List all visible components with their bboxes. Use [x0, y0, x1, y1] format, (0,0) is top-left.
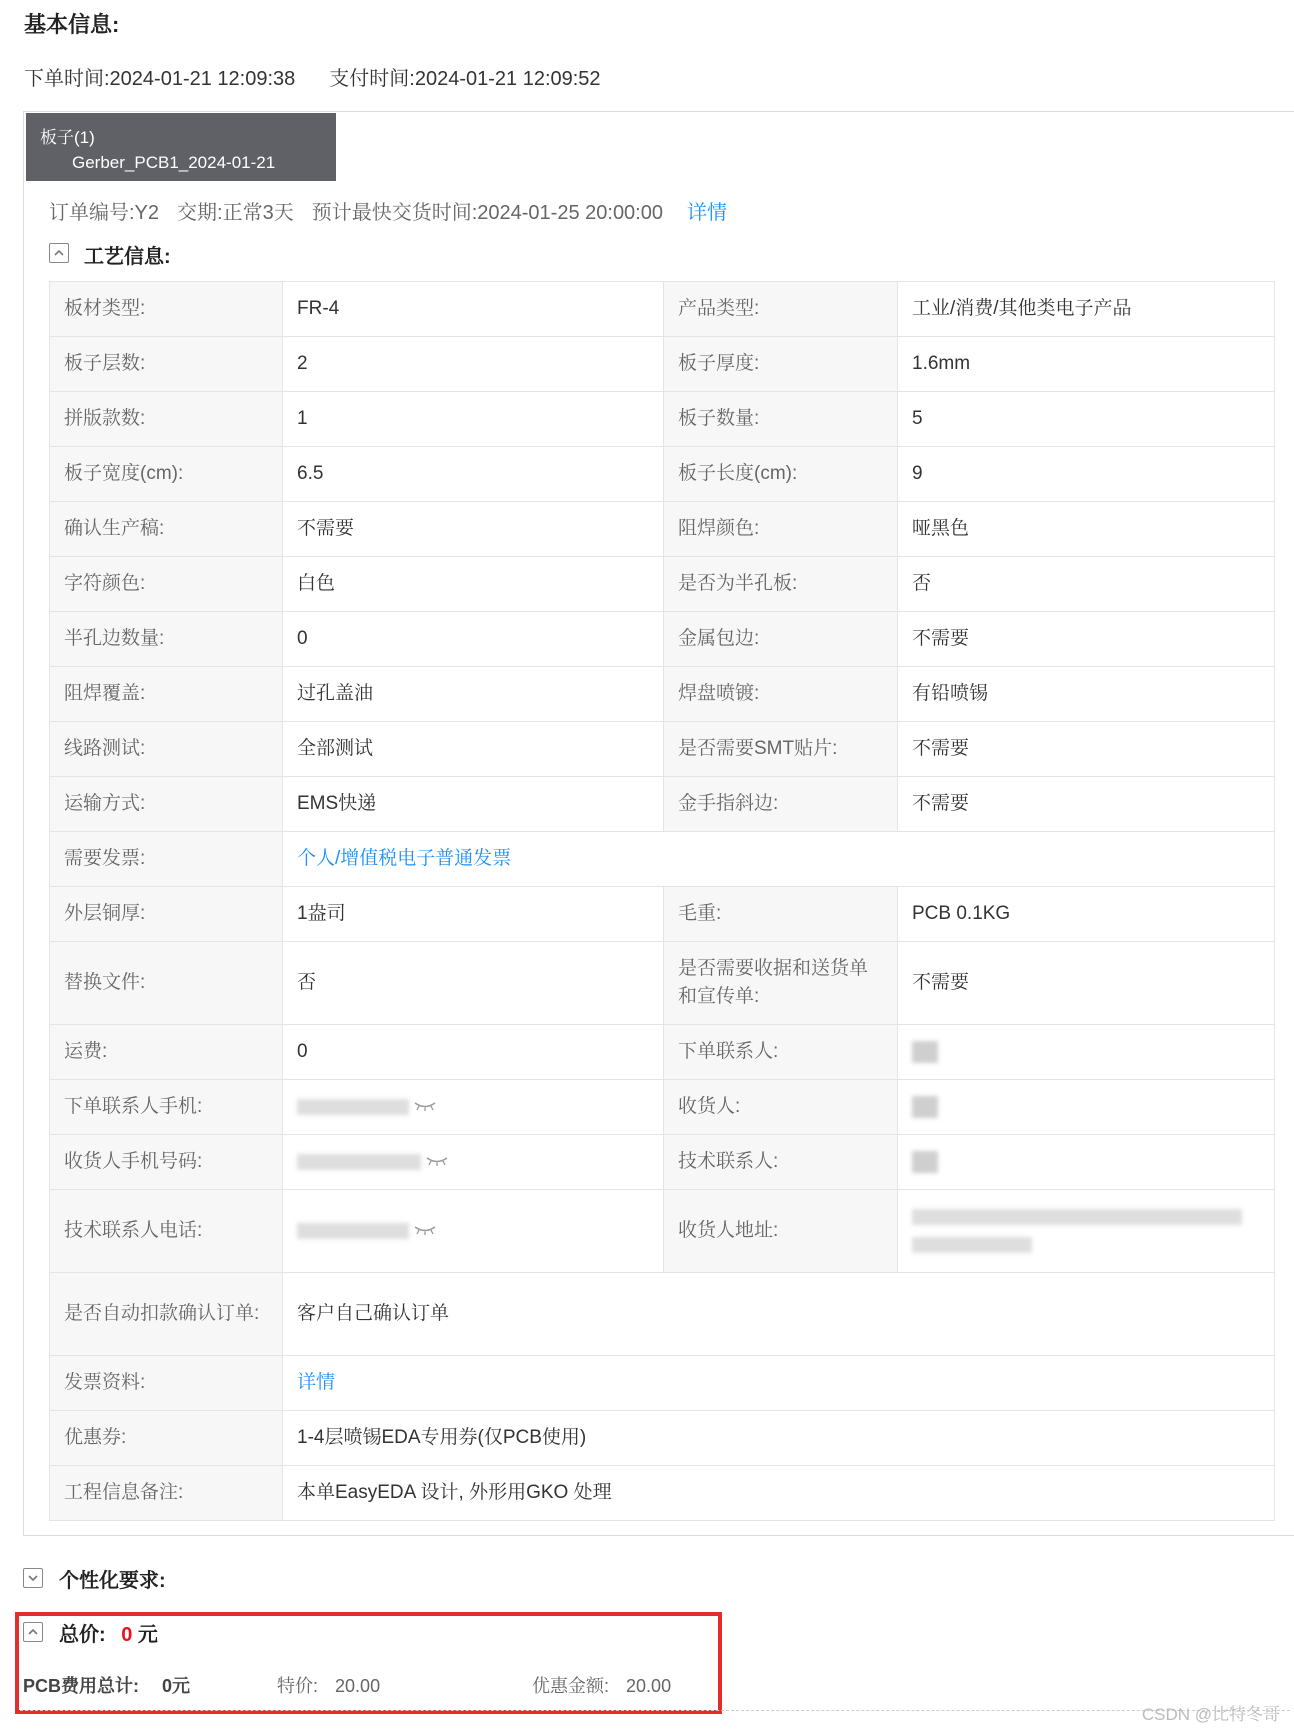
- tech-contact-key: 技术联系人:: [664, 1135, 898, 1190]
- invoice-info-key: 发票资料:: [50, 1356, 283, 1411]
- redacted-block: [297, 1223, 409, 1239]
- pay-time: 支付时间:2024-01-21 12:09:52: [329, 68, 601, 90]
- replace-key: 替换文件:: [50, 942, 283, 1025]
- spec-value: 白色: [283, 557, 664, 612]
- watermark: CSDN @比特冬哥: [1141, 1705, 1280, 1724]
- redacted-block: [912, 1096, 938, 1118]
- weight-value: PCB 0.1KG: [898, 887, 1275, 942]
- order-time: 下单时间:2024-01-21 12:09:38: [24, 68, 296, 90]
- spec-value: 9: [898, 447, 1275, 502]
- spec-value: 不需要: [283, 502, 664, 557]
- tech-phone-key: 技术联系人电话:: [50, 1190, 283, 1273]
- spec-key: 是否为半孔板:: [664, 557, 898, 612]
- spec-value: FR-4: [283, 282, 664, 337]
- board-tab[interactable]: [26, 113, 336, 181]
- table-row: [50, 887, 1275, 942]
- table-row: [50, 502, 1275, 557]
- eye-closed-icon[interactable]: [425, 1148, 449, 1176]
- invoice-key: 需要发票:: [50, 832, 283, 887]
- auto-pay-value: 客户自己确认订单: [283, 1273, 1275, 1356]
- spec-value: 哑黑色: [898, 502, 1275, 557]
- spec-value: 过孔盖油: [283, 667, 664, 722]
- process-info-title: 工艺信息:: [84, 246, 171, 268]
- spec-value: 工业/消费/其他类电子产品: [898, 282, 1275, 337]
- divider: [20, 1710, 1290, 1711]
- spec-key: 阻焊覆盖:: [50, 667, 283, 722]
- special-price: [277, 1672, 380, 1698]
- contact-phone-redacted: [283, 1080, 664, 1135]
- redacted-block: [912, 1041, 938, 1063]
- redacted-block: [912, 1237, 1032, 1253]
- table-row: [50, 667, 1275, 722]
- spec-key: 板子宽度(cm):: [50, 447, 283, 502]
- table-row: [50, 612, 1275, 667]
- spec-value: 1: [283, 392, 664, 447]
- table-row: [50, 392, 1275, 447]
- eye-closed-icon[interactable]: [413, 1093, 437, 1121]
- table-row: [50, 1356, 1275, 1411]
- pcb-total: [23, 1672, 190, 1698]
- copper-value: 1盎司: [283, 887, 664, 942]
- custom-requirements-title: 个性化要求:: [59, 1570, 166, 1592]
- table-row: [50, 282, 1275, 337]
- spec-key: 运输方式:: [50, 777, 283, 832]
- invoice-type-link[interactable]: 个人/增值税电子普通发票: [283, 832, 1275, 887]
- eye-closed-icon[interactable]: [413, 1217, 437, 1245]
- table-row: [50, 557, 1275, 612]
- replace-value: 否: [283, 942, 664, 1025]
- spec-key: 产品类型:: [664, 282, 898, 337]
- collapse-up-icon[interactable]: [49, 243, 69, 263]
- redacted-block: [297, 1099, 409, 1115]
- redacted-block: [297, 1154, 421, 1170]
- remark-value: 本单EasyEDA 设计, 外形用GKO 处理: [283, 1466, 1275, 1521]
- receiver-phone-key: 收货人手机号码:: [50, 1135, 283, 1190]
- special-price-label: 特价:: [277, 1676, 319, 1696]
- spec-value: 有铅喷锡: [898, 667, 1275, 722]
- detail-link[interactable]: 详情: [687, 202, 727, 224]
- freight-value: 0: [283, 1025, 664, 1080]
- receiver-key: 收货人:: [664, 1080, 898, 1135]
- tech-phone-redacted: [283, 1190, 664, 1273]
- order-times: [24, 62, 601, 91]
- spec-key: 焊盘喷镀:: [664, 667, 898, 722]
- coupon-value: 1-4层喷锡EDA专用券(仅PCB使用): [283, 1411, 1275, 1466]
- basic-info-title: 基本信息:: [24, 12, 120, 37]
- spec-value: EMS快递: [283, 777, 664, 832]
- spec-value: 5: [898, 392, 1275, 447]
- collapse-up-icon[interactable]: [23, 1622, 43, 1642]
- coupon-key: 优惠券:: [50, 1411, 283, 1466]
- board-tab-title: 板子(1): [40, 128, 95, 147]
- table-row: [50, 337, 1275, 392]
- delivery-term: 交期:正常3天: [177, 202, 294, 224]
- copper-key: 外层铜厚:: [50, 887, 283, 942]
- address-key: 收货人地址:: [664, 1190, 898, 1273]
- contact-key: 下单联系人:: [664, 1025, 898, 1080]
- total-price-amount: 0: [121, 1624, 133, 1646]
- spec-key: 确认生产稿:: [50, 502, 283, 557]
- spec-value: 1.6mm: [898, 337, 1275, 392]
- receipt-value: 不需要: [898, 942, 1275, 1025]
- spec-key: 板子长度(cm):: [664, 447, 898, 502]
- spec-key: 板材类型:: [50, 282, 283, 337]
- spec-key: 拼版款数:: [50, 392, 283, 447]
- weight-key: 毛重:: [664, 887, 898, 942]
- special-price-value: 20.00: [335, 1676, 381, 1696]
- spec-key: 金属包边:: [664, 612, 898, 667]
- redacted-block: [912, 1151, 938, 1173]
- receiver-value-redacted: [898, 1080, 1275, 1135]
- spec-key: 板子数量:: [664, 392, 898, 447]
- receiver-phone-redacted: [283, 1135, 664, 1190]
- table-row: [50, 1411, 1275, 1466]
- remark-key: 工程信息备注:: [50, 1466, 283, 1521]
- spec-key: 阻焊颜色:: [664, 502, 898, 557]
- spec-value: 不需要: [898, 722, 1275, 777]
- total-price-unit: 元: [137, 1624, 158, 1646]
- address-redacted: [898, 1190, 1275, 1273]
- total-price-label: 总价:: [59, 1624, 106, 1646]
- table-row: [50, 722, 1275, 777]
- process-table: [49, 281, 1275, 1521]
- table-row: [50, 1466, 1275, 1521]
- total-price: [59, 1618, 158, 1647]
- discount-amount-label: 优惠金额:: [532, 1676, 610, 1696]
- table-row: [50, 1080, 1275, 1135]
- table-row: [50, 832, 1275, 887]
- spec-value: 全部测试: [283, 722, 664, 777]
- pcb-total-label: PCB费用总计:: [23, 1676, 139, 1696]
- auto-pay-key: 是否自动扣款确认订单:: [50, 1273, 283, 1356]
- spec-value: 不需要: [898, 612, 1275, 667]
- table-row: [50, 1025, 1275, 1080]
- spec-key: 线路测试:: [50, 722, 283, 777]
- spec-value: 否: [898, 557, 1275, 612]
- spec-key: 是否需要SMT贴片:: [664, 722, 898, 777]
- table-row: [50, 942, 1275, 1025]
- spec-key: 半孔边数量:: [50, 612, 283, 667]
- spec-value: 不需要: [898, 777, 1275, 832]
- collapse-down-icon[interactable]: [23, 1568, 43, 1588]
- tech-contact-redacted: [898, 1135, 1275, 1190]
- spec-value: 6.5: [283, 447, 664, 502]
- spec-value: 2: [283, 337, 664, 392]
- invoice-info-link[interactable]: 详情: [283, 1356, 1275, 1411]
- table-row: [50, 777, 1275, 832]
- order-number: 订单编号:Y2: [49, 202, 160, 224]
- table-row: [50, 447, 1275, 502]
- order-summary: [49, 196, 745, 225]
- contact-value-redacted: [898, 1025, 1275, 1080]
- spec-key: 金手指斜边:: [664, 777, 898, 832]
- discount-amount-value: 20.00: [626, 1676, 672, 1696]
- table-row: [50, 1190, 1275, 1273]
- board-tab-file: Gerber_PCB1_2024-01-21: [72, 153, 276, 172]
- freight-key: 运费:: [50, 1025, 283, 1080]
- spec-key: 字符颜色:: [50, 557, 283, 612]
- table-row: [50, 1273, 1275, 1356]
- receipt-key: 是否需要收据和送货单和宣传单:: [664, 942, 898, 1025]
- spec-key: 板子层数:: [50, 337, 283, 392]
- spec-key: 板子厚度:: [664, 337, 898, 392]
- spec-value: 0: [283, 612, 664, 667]
- discount-amount: [532, 1672, 671, 1698]
- eta: 预计最快交货时间:2024-01-25 20:00:00: [311, 202, 663, 224]
- table-row: [50, 1135, 1275, 1190]
- redacted-block: [912, 1209, 1242, 1225]
- pcb-total-value: 0元: [162, 1676, 191, 1696]
- contact-phone-key: 下单联系人手机:: [50, 1080, 283, 1135]
